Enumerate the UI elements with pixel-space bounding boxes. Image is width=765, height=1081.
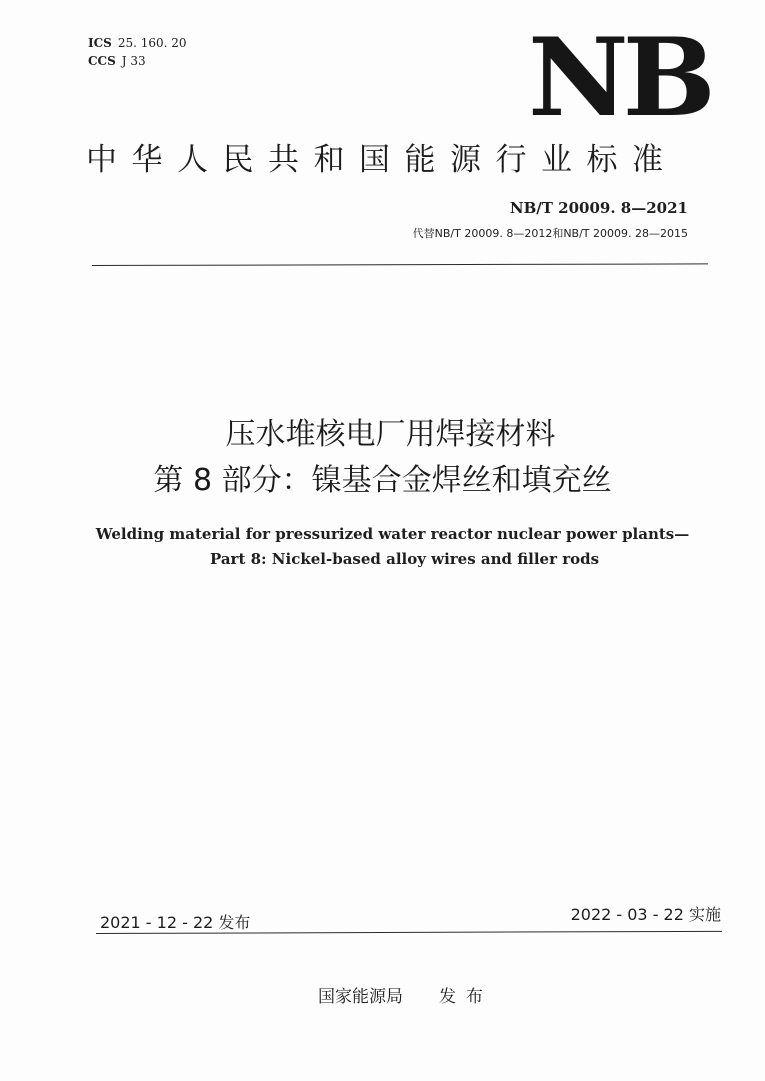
english-title-line-2: Part 8: Nickel-based alloy wires and filler rods: [209, 550, 600, 568]
nb-logo: NB: [528, 15, 710, 141]
issuer-verb: 发布: [439, 987, 493, 1007]
issuer-name: 国家能源局: [318, 987, 403, 1007]
english-title-line-1: Welding material for pressurized water reactor nuclear power plants—: [95, 525, 690, 543]
chinese-title-line-1: 压水堆核电厂用焊接材料: [225, 417, 556, 452]
replaces-note: 代替NB/T 20009. 8—2012和NB/T 20009. 28—2015: [412, 227, 688, 240]
ccs-label: CCS: [88, 54, 116, 68]
issue-date: 2021 - 12 - 22 发布: [100, 913, 251, 932]
standard-number: NB/T 20009. 8—2021: [509, 199, 688, 217]
classification-codes: [88, 34, 187, 70]
ics-row: [88, 34, 187, 52]
issuing-authority: [318, 985, 493, 1009]
implementation-date: 2022 - 03 - 22 实施: [570, 905, 721, 924]
ics-code: 25. 160. 20: [117, 36, 187, 50]
organization-line: 中华人民共和国能源行业标准: [86, 142, 678, 178]
english-title: [0, 522, 765, 572]
chinese-title: [0, 412, 765, 504]
header-divider: [92, 263, 708, 266]
chinese-title-line-2: 第 8 部分：镍基合金焊丝和填充丝: [153, 463, 612, 498]
ccs-code: J 33: [121, 54, 146, 68]
ics-label: ICS: [88, 36, 112, 50]
ccs-row: [88, 52, 187, 70]
